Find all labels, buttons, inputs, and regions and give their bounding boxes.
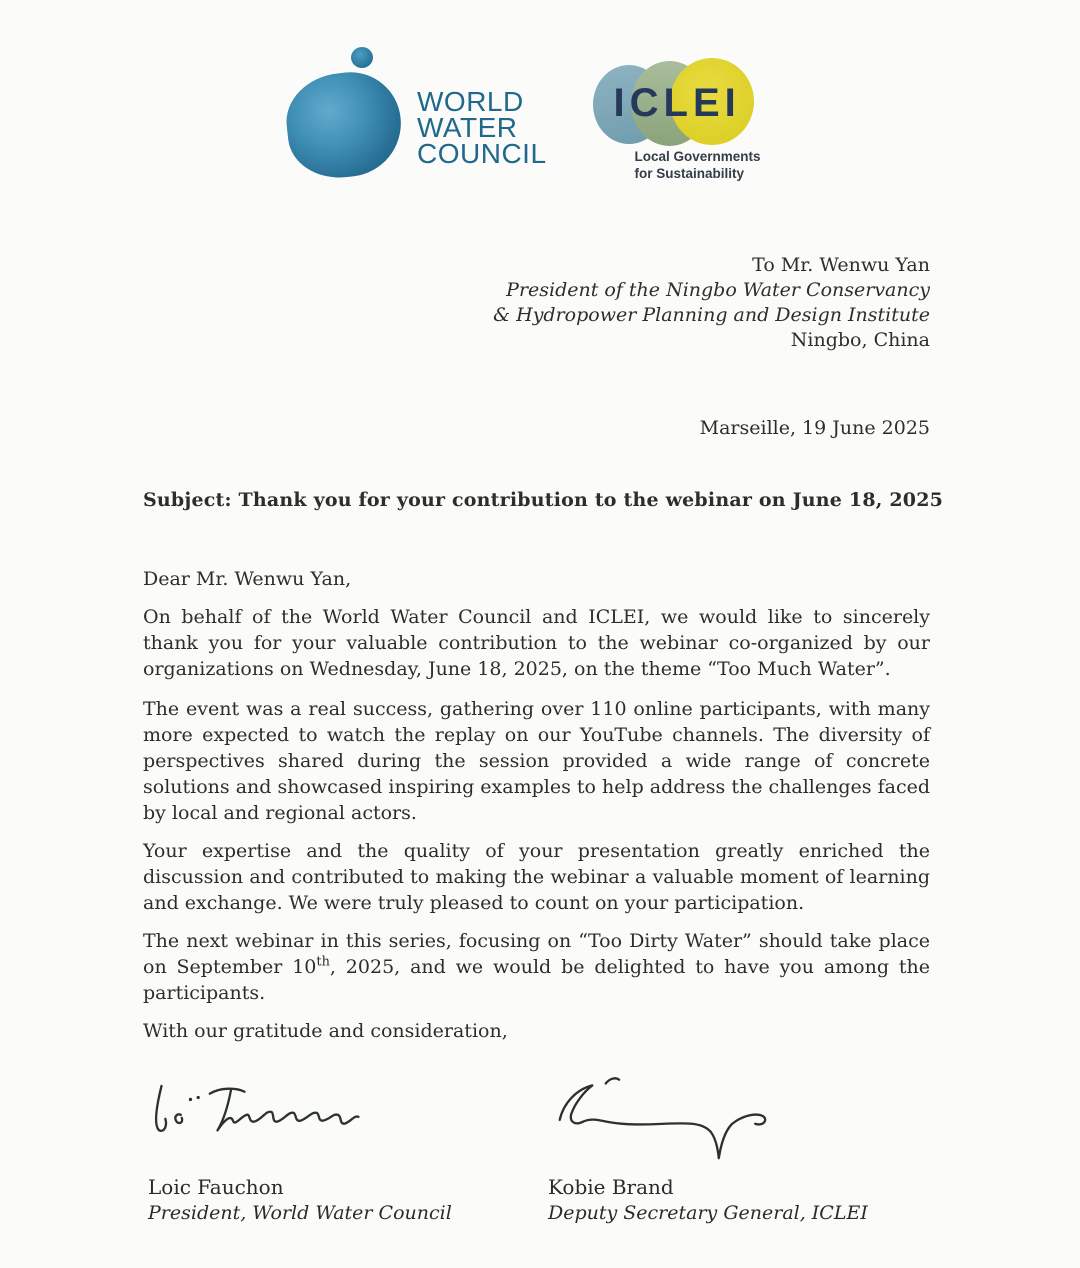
signatory-title-2: Deputy Secretary General, ICLEI (548, 1202, 868, 1224)
salutation: Dear Mr. Wenwu Yan, (143, 568, 352, 590)
wwc-word-3: COUNCIL (417, 138, 547, 169)
blob-dot-icon (351, 47, 373, 68)
iclei-tagline-line-2: for Sustainability (634, 166, 745, 181)
ordinal-suffix: th (316, 954, 330, 970)
signatory-name-1: Loic Fauchon (148, 1175, 284, 1199)
world-water-council-logo (287, 45, 547, 190)
dateline: Marseille, 19 June 2025 (699, 417, 930, 439)
signature-block-wwc (148, 1072, 528, 1226)
recipient-name: To Mr. Wenwu Yan (752, 254, 930, 276)
iclei-logo (593, 58, 761, 190)
water-drop-blob-icon (287, 45, 405, 177)
paragraph-thanks: On behalf of the World Water Council and ICLEI, we would like to sincerely thank you for your valuable contribution to the webinar co-organized by our organizations on Wednesday, June 18, 2025, on the theme “Too Much Water”. (143, 606, 930, 680)
closing-line: With our gratitude and consideration, (143, 1020, 508, 1042)
letterhead (287, 45, 761, 190)
recipient-title-line-1: President of the Ningbo Water Conservancy (506, 279, 930, 301)
paragraph-event-success: The event was a real success, gathering over 110 online participants, with many more expected to watch the replay on our YouTube channels. The diversity of perspectives shared during the session provided a wide range of concrete solutions and showcased inspiring examples to help address the challenges faced by local and regional actors. (143, 698, 930, 824)
next-webinar-text-before: The next webinar in this series, focusing on “Too Dirty Water” should take place on September 10 (143, 930, 930, 978)
signatory-name-2: Kobie Brand (548, 1175, 674, 1199)
world-water-council-wordmark (417, 86, 547, 190)
recipient-block (493, 253, 930, 353)
blob-body-icon (282, 67, 406, 182)
wwc-word-2: WATER (417, 112, 518, 143)
paragraph-next-webinar (143, 928, 930, 1006)
iclei-tagline (635, 148, 761, 182)
kobie-brand-signature-icon (548, 1072, 948, 1174)
wwc-word-1: WORLD (417, 86, 524, 117)
iclei-wordmark: ICLEI (613, 81, 741, 125)
recipient-title-line-2: & Hydropower Planning and Design Institute (493, 304, 930, 326)
iclei-tagline-line-1: Local Governments (634, 149, 761, 164)
subject-line: Subject: Thank you for your contribution to the webinar on June 18, 2025 (143, 489, 944, 511)
recipient-location: Ningbo, China (790, 329, 930, 351)
next-webinar-text-after: , 2025, and we would be delighted to have you among the participants. (143, 956, 931, 1004)
signatory-title-1: President, World Water Council (148, 1202, 452, 1224)
paragraph-expertise: Your expertise and the quality of your presentation greatly enriched the discussion and contributed to making the webinar a valuable moment of learning and exchange. We were truly pleased to count on your participation. (143, 840, 930, 914)
loic-fauchon-signature-icon (148, 1072, 528, 1174)
signature-block-iclei (548, 1072, 948, 1226)
